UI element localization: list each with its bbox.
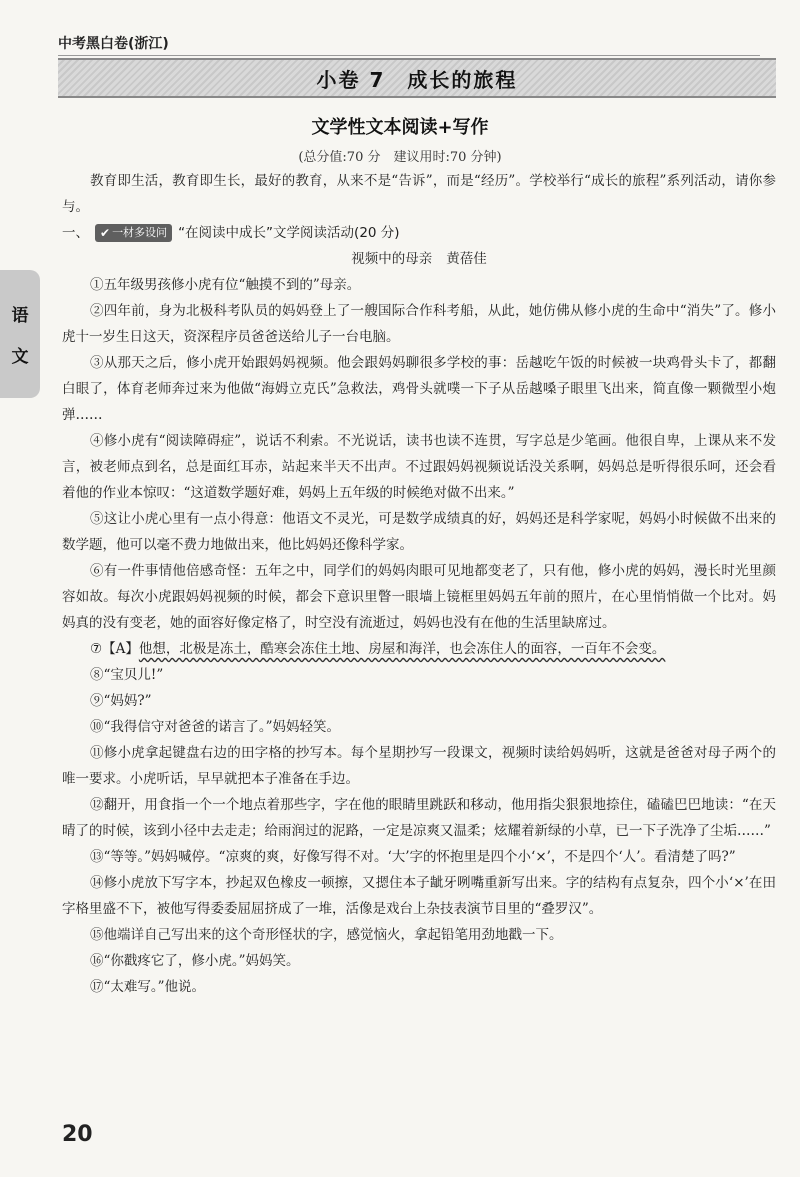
paragraph: ⑰“太难写。”他说。: [90, 979, 206, 995]
section-meta: (总分值:70 分 建议用时:70 分钟): [298, 150, 502, 165]
paragraph: ⑭修小虎放下写字本，抄起双色橡皮一顿擦，又摁住本子龇牙咧嘴重新写出来。字的结构有点复杂，四个小‘×’在田字格里盛不下，被他写得委委屈屈挤成了一堆，活像是戏台上杂技表演节目里的“叠罗汉”。: [62, 875, 776, 917]
header-rule: [58, 55, 760, 56]
series-label: 中考黑白卷(浙江): [58, 36, 169, 52]
article-author: 黄蓓佳: [446, 251, 487, 267]
paragraph: ⑪修小虎拿起键盘右边的田字格的抄写本。每个星期抄写一段课文，视频时读给妈妈听，这就是爸爸对母子两个的唯一要求。小虎听话，早早就把本子准备在手边。: [62, 745, 776, 787]
intro-paragraph: 教育即生活，教育即生长，最好的教育，从来不是“告诉”，而是“经历”。学校举行“成长的旅程”系列活动，请你参与。: [62, 173, 776, 215]
paragraph: ④修小虎有“阅读障碍症”，说话不利索。不光说话，读书也读不连贯，写字总是少笔画。他很自卑，上课从来不发言，被老师点到名，总是面红耳赤，站起来半天不出声。不过跟妈妈视频说话没关系啊，妈妈总是听得很乐呵，还会看着他的作业本惊叹：“这道数学题好难，妈妈上五年级的时候绝对做不出来。”: [62, 433, 776, 501]
wavy-underlined-sentence: 他想，北极是冻土，酷寒会冻住土地、房屋和海洋，也会冻住人的面容，一百年不会变。: [138, 641, 666, 657]
article-title: 视频中的母亲: [351, 251, 433, 267]
paragraph: ⑫翻开，用食指一个一个地点着那些字，字在他的眼睛里跳跃和移动，他用指尖狠狠地捺住，磕磕巴巴地读：“在天晴了的时候，该到小径中去走走；给雨润过的泥路，一定是凉爽又温柔；炫耀着新绿的小草，已一下子洗净了尘垢……”: [62, 797, 776, 839]
paragraph: ⑤这让小虎心里有一点小得意：他语文不灵光，可是数学成绩真的好，妈妈还是科学家呢，妈妈小时候做不出来的数学题，他可以毫不费力地做出来，他比妈妈还像科学家。: [62, 511, 776, 553]
paragraph: ⑥有一件事情他倍感奇怪：五年之中，同学们的妈妈肉眼可见地都变老了，只有他，修小虎的妈妈，漫长时光里颜容如故。每次小虎跟妈妈视频的时候，都会下意识里瞥一眼墙上镜框里妈妈五年前的照片，在心里悄悄做一个比对。妈妈真的没有变老，她的面容好像定格了，时空没有流逝过，妈妈也没有在他的生活里缺席过。: [62, 563, 776, 631]
badge-label: 一材多设问: [112, 226, 168, 239]
paragraph: ⑯“你戳疼它了，修小虎。”妈妈笑。: [90, 953, 300, 969]
volume-title: 小卷 7 成长的旅程: [58, 58, 776, 98]
subject-tab-char: 语: [11, 306, 29, 326]
check-icon: ✔: [100, 226, 111, 240]
paragraph: ⑧“宝贝儿!”: [90, 667, 164, 683]
paragraph: ⑮他端详自己写出来的这个奇形怪状的字，感觉恼火，拿起铅笔用劲地戳一下。: [90, 927, 563, 943]
paragraph-7: [62, 636, 776, 662]
part-title: “在阅读中成长”文学阅读活动(20 分): [178, 225, 400, 241]
article-heading: [62, 246, 776, 272]
paragraph: ②四年前，身为北极科考队员的妈妈登上了一艘国际合作科考船，从此，她仿佛从修小虎的生命中“消失”了。修小虎十一岁生日这天，资深程序员爸爸送给儿子一台电脑。: [62, 303, 776, 345]
question-badge: [95, 224, 172, 242]
paragraph: ①五年级男孩修小虎有位“触摸不到的”母亲。: [90, 277, 361, 293]
part-number: 一、: [62, 225, 89, 241]
paragraph: ⑨“妈妈?”: [90, 693, 152, 709]
paragraph: ⑬“等等。”妈妈喊停。“凉爽的爽，好像写得不对。‘大’字的怀抱里是四个小‘×’，不是四个‘人’。看清楚了吗?”: [90, 849, 736, 865]
paragraph: ③从那天之后，修小虎开始跟妈妈视频。他会跟妈妈聊很多学校的事：岳越吃午饭的时候被一块鸡骨头卡了，都翻白眼了，体育老师奔过来为他做“海姆立克氏”急救法，鸡骨头就噗一下子从岳越嗓子眼里飞出来，简直像一颗微型小炮弹……: [62, 355, 776, 423]
subject-tab-char: 文: [11, 347, 29, 367]
paragraph-7-marker: ⑦【A】: [90, 641, 139, 657]
part-heading: [62, 220, 776, 246]
section-title: 文学性文本阅读+写作: [311, 117, 489, 138]
content-body: [62, 168, 776, 1000]
paragraph: ⑩“我得信守对爸爸的诺言了。”妈妈轻笑。: [90, 719, 341, 735]
page-number: 20: [62, 1122, 93, 1147]
subject-tab: [0, 270, 40, 398]
